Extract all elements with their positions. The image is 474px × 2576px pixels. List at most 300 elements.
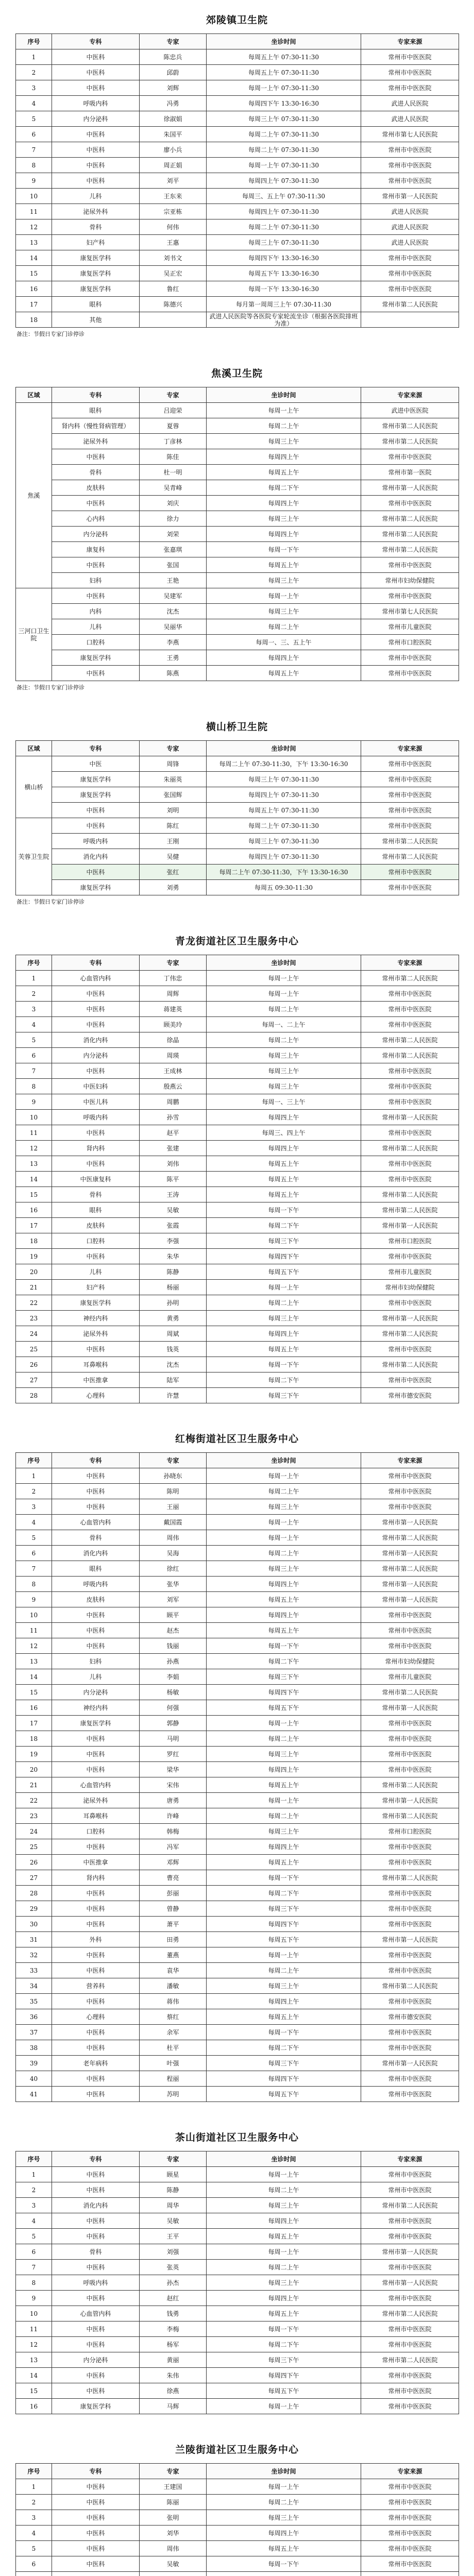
cell-time: 每周五下午 xyxy=(207,2087,361,2102)
cell-expert: 周伟 xyxy=(140,2541,207,2556)
cell-expert: 黄丽 xyxy=(140,2352,207,2368)
cell-no: 26 xyxy=(16,1855,52,1870)
cell-no: 18 xyxy=(16,312,52,328)
cell-dept: 皮肤科 xyxy=(52,480,140,496)
cell-dept: 中医儿科 xyxy=(52,1094,140,1110)
cell-no: 20 xyxy=(16,1762,52,1777)
cell-time: 每周三下午 xyxy=(207,1669,361,1685)
cell-source: 常州市第一人民医院 xyxy=(361,1932,459,1947)
cell-dept: 心血管内科 xyxy=(52,971,140,986)
cell-dept: 儿科 xyxy=(52,1264,140,1280)
cell-source: 常州市第二人民医院 xyxy=(361,1048,459,1063)
cell-dept: 眼科 xyxy=(52,403,140,418)
cell-source: 常州市中医医院 xyxy=(361,1947,459,1963)
cell-expert: 陈红 xyxy=(140,818,207,834)
table-row xyxy=(16,588,459,604)
cell-dept: 中医科 xyxy=(52,557,140,573)
cell-dept: 中医 xyxy=(52,756,140,772)
cell-time: 每周四上午 07:30-11:30 xyxy=(207,173,361,189)
cell-expert: 孙晓东 xyxy=(140,1468,207,1484)
cell-time: 每周三上午 07:30-11:30 xyxy=(207,834,361,849)
cell-no: 18 xyxy=(16,1731,52,1747)
cell-dept: 妇科 xyxy=(52,1654,140,1669)
cell-no: 13 xyxy=(16,2352,52,2368)
table-row xyxy=(16,573,459,588)
table-row xyxy=(16,189,459,204)
cell-expert: 陈静 xyxy=(140,2182,207,2198)
cell-expert: 王平 xyxy=(140,2229,207,2244)
cell-dept: 内分泌科 xyxy=(52,1048,140,1063)
cell-expert: 刘强 xyxy=(140,2244,207,2260)
cell-dept: 中医科 xyxy=(52,2040,140,2056)
cell-source: 常州市第一人民医院 xyxy=(361,1592,459,1607)
cell-no: 8 xyxy=(16,1079,52,1094)
cell-time: 每周二上午 07:30-11:30 xyxy=(207,219,361,235)
cell-time: 每周五上午 xyxy=(207,1777,361,1793)
cell-no: 2 xyxy=(16,2182,52,2198)
cell-time: 每周一下午 xyxy=(207,2321,361,2337)
cell-time: 每周一上午 xyxy=(207,1716,361,1731)
column-header-no: 序号 xyxy=(16,1453,52,1468)
cell-time: 每周五上午 xyxy=(207,2306,361,2321)
column-header-expert: 专家 xyxy=(140,34,207,49)
table-row xyxy=(16,1002,459,1017)
section-title: 茶山街道社区卫生服务中心 xyxy=(175,2132,299,2143)
cell-dept: 儿科 xyxy=(52,1669,140,1685)
cell-time: 每周一上午 xyxy=(207,2399,361,2414)
column-header-time: 坐诊时间 xyxy=(207,2464,361,2479)
cell-time: 每周三、五上午 07:30-11:30 xyxy=(207,189,361,204)
cell-expert: 李娟 xyxy=(140,1669,207,1685)
cell-dept: 泌尿外科 xyxy=(52,434,140,449)
cell-source: 常州市第一人民医院 xyxy=(361,2275,459,2291)
cell-no: 28 xyxy=(16,1388,52,1403)
table-row xyxy=(16,557,459,573)
cell-dept: 中医科 xyxy=(52,1747,140,1762)
cell-expert: 陈丽 xyxy=(140,2495,207,2510)
cell-dept: 中医科 xyxy=(52,1249,140,1264)
table-row xyxy=(16,604,459,619)
table-row xyxy=(16,1577,459,1592)
cell-no: 11 xyxy=(16,1623,52,1638)
cell-dept: 骨科 xyxy=(52,219,140,235)
table-row xyxy=(16,511,459,527)
cell-expert: 沈杰 xyxy=(140,1357,207,1372)
cell-no: 24 xyxy=(16,1824,52,1839)
cell-source: 常州市中医医院 xyxy=(361,496,459,511)
cell-source: 常州市中医医院 xyxy=(361,1295,459,1311)
cell-source: 常州市中医医院 xyxy=(361,2479,459,2495)
cell-no: 9 xyxy=(16,1592,52,1607)
cell-dept: 中医科 xyxy=(52,2260,140,2275)
cell-expert: 李燕 xyxy=(140,635,207,650)
cell-source: 常州市中医医院 xyxy=(361,1002,459,1017)
cell-expert: 许慧 xyxy=(140,1388,207,1403)
cell-source: 常州市中医医院 xyxy=(361,756,459,772)
cell-time: 每周四下午 13:30-16:30 xyxy=(207,96,361,111)
cell-time: 每周二下午 xyxy=(207,1886,361,1901)
cell-source: 常州市德安医院 xyxy=(361,2009,459,2025)
section-2 xyxy=(15,366,459,691)
cell-expert: 蒋建英 xyxy=(140,1002,207,1017)
cell-dept: 中医科 xyxy=(52,666,140,681)
table-row xyxy=(16,142,459,158)
cell-dept: 中医推拿 xyxy=(52,1372,140,1388)
cell-source: 常州市中医医院 xyxy=(361,266,459,281)
cell-no: 25 xyxy=(16,1839,52,1855)
cell-source: 常州市第二人民医院 xyxy=(361,2306,459,2321)
cell-dept: 中医科 xyxy=(52,1484,140,1499)
table-row xyxy=(16,1218,459,1233)
cell-dept: 心理科 xyxy=(52,1388,140,1403)
cell-time: 每周一上午 xyxy=(207,2167,361,2182)
cell-dept: 营养科 xyxy=(52,1978,140,1994)
cell-dept: 消化内科 xyxy=(52,1032,140,1048)
cell-source: 常州市中医医院 xyxy=(361,1839,459,1855)
cell-no: 11 xyxy=(16,1125,52,1141)
cell-no: 6 xyxy=(16,1048,52,1063)
table-row xyxy=(16,1932,459,1947)
cell-expert: 宋伟 xyxy=(140,1777,207,1793)
cell-dept: 康复医学科 xyxy=(52,787,140,803)
cell-dept: 骨科 xyxy=(52,1187,140,1202)
cell-no: 7 xyxy=(16,1561,52,1577)
cell-source xyxy=(361,2572,459,2576)
cell-dept: 眼科 xyxy=(52,1202,140,1218)
table-row xyxy=(16,2321,459,2337)
cell-source: 常州市中医医院 xyxy=(361,880,459,895)
cell-dept: 消化内科 xyxy=(52,2198,140,2213)
cell-dept: 中医科 xyxy=(52,2167,140,2182)
cell-expert: 戴国霞 xyxy=(140,1515,207,1530)
cell-dept: 康复医学科 xyxy=(52,2399,140,2414)
cell-no: 16 xyxy=(16,2399,52,2414)
schedule-table xyxy=(15,740,459,895)
cell-no: 15 xyxy=(16,266,52,281)
table-row xyxy=(16,650,459,666)
table-row xyxy=(16,2040,459,2056)
cell-expert: 赵平 xyxy=(140,1125,207,1141)
cell-dept: 口腔科 xyxy=(52,1233,140,1249)
cell-dept: 中医科 xyxy=(52,2368,140,2383)
cell-time: 每周一下午 xyxy=(207,2556,361,2572)
cell-source: 常州市中医医院 xyxy=(361,250,459,266)
cell-source: 常州市中医医院 xyxy=(361,49,459,65)
table-row xyxy=(16,666,459,681)
cell-dept: 心理科 xyxy=(52,2009,140,2025)
cell-source: 常州市中医医院 xyxy=(361,281,459,297)
cell-dept: 康复医学科 xyxy=(52,1716,140,1731)
cell-no: 15 xyxy=(16,1187,52,1202)
footnote: 备注：节假日专家门诊停诊 xyxy=(16,899,84,905)
cell-source: 常州市中医医院 xyxy=(361,2383,459,2399)
cell-source: 常州市第一人民医院 xyxy=(361,480,459,496)
cell-no: 17 xyxy=(16,1218,52,1233)
column-header-time: 坐诊时间 xyxy=(207,34,361,49)
cell-source: 常州市中医医院 xyxy=(361,173,459,189)
cell-time: 每周三上午 xyxy=(207,1048,361,1063)
cell-dept: 耳鼻喉科 xyxy=(52,1357,140,1372)
cell-expert: 宗亚栋 xyxy=(140,204,207,219)
cell-no: 11 xyxy=(16,204,52,219)
cell-no: 35 xyxy=(16,1994,52,2009)
cell-dept: 康复医学科 xyxy=(52,266,140,281)
cell-expert: 董燕 xyxy=(140,1947,207,1963)
column-header-dept: 专科 xyxy=(52,2151,140,2167)
cell-source: 常州市第二人民医院 xyxy=(361,1530,459,1546)
table-row xyxy=(16,1280,459,1295)
table-row xyxy=(16,2495,459,2510)
table-row xyxy=(16,2071,459,2087)
cell-no: 5 xyxy=(16,2541,52,2556)
cell-expert: 黄勇 xyxy=(140,1311,207,1326)
cell-no: 15 xyxy=(16,2383,52,2399)
cell-expert: 叶强 xyxy=(140,2056,207,2071)
cell-expert: 彭丽 xyxy=(140,1886,207,1901)
cell-dept: 肾内科 xyxy=(52,1870,140,1886)
cell-dept: 中医科 xyxy=(52,2182,140,2198)
cell-time: 每周二上午 07:30-11:30，下午 13:30-16:30 xyxy=(207,756,361,772)
cell-source: 常州市中医医院 xyxy=(361,1638,459,1654)
cell-time: 每周五上午 xyxy=(207,1855,361,1870)
cell-expert: 程丽 xyxy=(140,2071,207,2087)
cell-source: 常州市妇幼保健院 xyxy=(361,1654,459,1669)
table-row xyxy=(16,2260,459,2275)
cell-no: 18 xyxy=(16,1233,52,1249)
table-row xyxy=(16,834,459,849)
cell-dept: 肾内科（慢性肾病管理） xyxy=(52,418,140,434)
table-row xyxy=(16,1855,459,1870)
cell-dept: 中医科 xyxy=(52,1947,140,1963)
cell-no: 19 xyxy=(16,1747,52,1762)
table-row xyxy=(16,2556,459,2572)
cell-time: 每周五下午 xyxy=(207,1700,361,1716)
cell-no: 9 xyxy=(16,2291,52,2306)
cell-expert: 鲁红 xyxy=(140,281,207,297)
cell-dept: 中医科 xyxy=(52,1063,140,1079)
table-row xyxy=(16,756,459,772)
cell-dept: 中医科 xyxy=(52,1125,140,1141)
cell-dept: 中医科 xyxy=(52,2071,140,2087)
cell-expert: 张霞 xyxy=(140,1218,207,1233)
cell-no: 21 xyxy=(16,1777,52,1793)
cell-dept: 康复科 xyxy=(52,542,140,557)
table-row xyxy=(16,1388,459,1403)
table-row xyxy=(16,2056,459,2071)
cell-time: 每周一上午 xyxy=(207,1530,361,1546)
cell-expert: 钱英 xyxy=(140,1342,207,1357)
cell-time: 每周五上午 xyxy=(207,2009,361,2025)
cell-source: 常州市中医医院 xyxy=(361,2556,459,2572)
table-row xyxy=(16,1947,459,1963)
cell-source: 常州市中医医院 xyxy=(361,1731,459,1747)
table-row xyxy=(16,1079,459,1094)
cell-no: 4 xyxy=(16,2526,52,2541)
cell-source: 常州市中医医院 xyxy=(361,1499,459,1515)
cell-time: 每周一下午 xyxy=(207,542,361,557)
cell-expert: 徐淑娟 xyxy=(140,111,207,127)
cell-source: 常州市中医医院 xyxy=(361,142,459,158)
cell-dept: 康复医学科 xyxy=(52,250,140,266)
cell-time: 每周四下午 xyxy=(207,1249,361,1264)
cell-time: 每周五上午 07:30-11:30 xyxy=(207,803,361,818)
table-row xyxy=(16,986,459,1002)
cell-dept: 中医科 xyxy=(52,1017,140,1032)
cell-expert: 王刚 xyxy=(140,834,207,849)
cell-time: 每周一、二上午 xyxy=(207,1017,361,1032)
column-header-no: 序号 xyxy=(16,34,52,49)
cell-dept: 肾内科 xyxy=(52,1141,140,1156)
cell-time: 每周一上午 xyxy=(207,1280,361,1295)
cell-source: 常州市第二人民医院 xyxy=(361,2352,459,2368)
cell-no: 20 xyxy=(16,1264,52,1280)
cell-source: 常州市中医医院 xyxy=(361,1172,459,1187)
cell-expert: 曹亮 xyxy=(140,1870,207,1886)
cell-time: 每周三下午 xyxy=(207,1901,361,1917)
column-header-expert: 专家 xyxy=(140,387,207,403)
cell-expert: 吴健 xyxy=(140,849,207,865)
cell-time: 每周一下午 xyxy=(207,1870,361,1886)
cell-source: 常州市中医医院 xyxy=(361,1886,459,1901)
cell-expert: 周华 xyxy=(140,2198,207,2213)
cell-expert: 韩梅 xyxy=(140,1824,207,1839)
cell-dept: 眼科 xyxy=(52,297,140,312)
cell-dept: 骨科 xyxy=(52,2244,140,2260)
cell-source: 常州市第二人民医院 xyxy=(361,1777,459,1793)
cell-source: 常州市中医医院 xyxy=(361,2541,459,2556)
cell-expert: 苏明 xyxy=(140,2087,207,2102)
table-row xyxy=(16,818,459,834)
table-row xyxy=(16,2479,459,2495)
cell-time: 每周五下午 xyxy=(207,2383,361,2399)
cell-no: 7 xyxy=(16,1063,52,1079)
cell-expert: 刘伟 xyxy=(140,1156,207,1172)
cell-dept: 泌尿外科 xyxy=(52,1326,140,1342)
table-row xyxy=(16,1295,459,1311)
cell-dept: 中医科 xyxy=(52,2337,140,2352)
cell-time: 每周二上午 07:30-11:30，下午 13:30-16:30 xyxy=(207,865,361,880)
table-row xyxy=(16,865,459,880)
section-title: 红梅街道社区卫生服务中心 xyxy=(175,1433,299,1445)
cell-source: 常州市第二人民医院 xyxy=(361,849,459,865)
cell-no: 25 xyxy=(16,1342,52,1357)
cell-source: 常州市中医医院 xyxy=(361,2399,459,2414)
cell-time: 每周四上午 xyxy=(207,1141,361,1156)
cell-source: 常州市中医医院 xyxy=(361,2337,459,2352)
cell-time: 每周四下午 xyxy=(207,2368,361,2383)
cell-dept: 中医科 xyxy=(52,2495,140,2510)
cell-no: 6 xyxy=(16,1546,52,1561)
cell-dept: 心血管内科 xyxy=(52,1777,140,1793)
cell-time: 每周五上午 xyxy=(207,1592,361,1607)
cell-expert: 陈德兴 xyxy=(140,297,207,312)
cell-expert: 唐勇 xyxy=(140,1793,207,1808)
cell-expert xyxy=(140,312,207,328)
table-row xyxy=(16,1499,459,1515)
header-row xyxy=(16,741,459,756)
cell-expert: 周鹏 xyxy=(140,1094,207,1110)
cell-source: 常州市第一人民医院 xyxy=(361,1110,459,1125)
cell-expert: 刘华 xyxy=(140,2526,207,2541)
cell-dept: 中医科 xyxy=(52,1994,140,2009)
cell-time: 每周一上午 xyxy=(207,2244,361,2260)
table-row xyxy=(16,849,459,865)
cell-dept xyxy=(52,2572,140,2576)
table-row xyxy=(16,2213,459,2229)
cell-dept: 泌尿外科 xyxy=(52,1793,140,1808)
table-row xyxy=(16,2526,459,2541)
cell-source: 常州市中医医院 xyxy=(361,449,459,465)
cell-source: 常州市中医医院 xyxy=(361,1762,459,1777)
cell-time: 每周四上午 xyxy=(207,2213,361,2229)
table-row xyxy=(16,80,459,96)
cell-source: 常州市中医医院 xyxy=(361,2291,459,2306)
cell-no: 8 xyxy=(16,2275,52,2291)
cell-source: 常州市第二人民医院 xyxy=(361,1032,459,1048)
cell-source: 常州市中医医院 xyxy=(361,1342,459,1357)
schedule-table xyxy=(15,387,459,681)
cell-dept: 中医妇科 xyxy=(52,1079,140,1094)
table-row xyxy=(16,1063,459,1079)
cell-dept: 中医科 xyxy=(52,1963,140,1978)
table-row xyxy=(16,266,459,281)
table-row xyxy=(16,2025,459,2040)
table-row xyxy=(16,1623,459,1638)
cell-source: 常州市中医医院 xyxy=(361,2167,459,2182)
cell-source: 常州市中医医院 xyxy=(361,1468,459,1484)
cell-source: 常州市妇幼保健院 xyxy=(361,573,459,588)
schedule-table xyxy=(15,955,459,1403)
cell-source: 常州市中医医院 xyxy=(361,1716,459,1731)
table-row xyxy=(16,2510,459,2526)
cell-source: 武进人民医院 xyxy=(361,219,459,235)
cell-dept: 心内科 xyxy=(52,511,140,527)
section-title: 青龙街道社区卫生服务中心 xyxy=(175,936,299,947)
cell-dept: 其他 xyxy=(52,312,140,328)
table-row xyxy=(16,1716,459,1731)
cell-no: 5 xyxy=(16,1032,52,1048)
cell-source: 常州市第二人民医院 xyxy=(361,1685,459,1700)
cell-no: 11 xyxy=(16,2321,52,2337)
table-row xyxy=(16,1357,459,1372)
cell-dept: 中医科 xyxy=(52,2025,140,2040)
column-header-area: 区域 xyxy=(16,387,52,403)
cell-area: 焦溪 xyxy=(16,403,52,588)
cell-expert: 徐力 xyxy=(140,511,207,527)
cell-dept: 消化内科 xyxy=(52,849,140,865)
column-header-dept: 专科 xyxy=(52,34,140,49)
table-row xyxy=(16,1342,459,1357)
cell-source: 常州市中医医院 xyxy=(361,2368,459,2383)
cell-no: 5 xyxy=(16,2229,52,2244)
cell-dept: 中医科 xyxy=(52,1499,140,1515)
cell-dept: 中医科 xyxy=(52,818,140,834)
cell-expert: 王成林 xyxy=(140,1063,207,1079)
cell-source: 常州市第二人民医院 xyxy=(361,542,459,557)
cell-dept: 心血管内科 xyxy=(52,1515,140,1530)
cell-expert: 周斌 xyxy=(140,1326,207,1342)
cell-no: 13 xyxy=(16,1654,52,1669)
cell-time: 每周二下午 xyxy=(207,2040,361,2056)
cell-no: 1 xyxy=(16,1468,52,1484)
table-row xyxy=(16,1530,459,1546)
cell-no: 10 xyxy=(16,2306,52,2321)
cell-time: 每周二上午 xyxy=(207,1002,361,1017)
cell-dept: 中医科 xyxy=(52,142,140,158)
table-row xyxy=(16,2244,459,2260)
table-row xyxy=(16,281,459,297)
cell-expert: 刘荣 xyxy=(140,527,207,542)
